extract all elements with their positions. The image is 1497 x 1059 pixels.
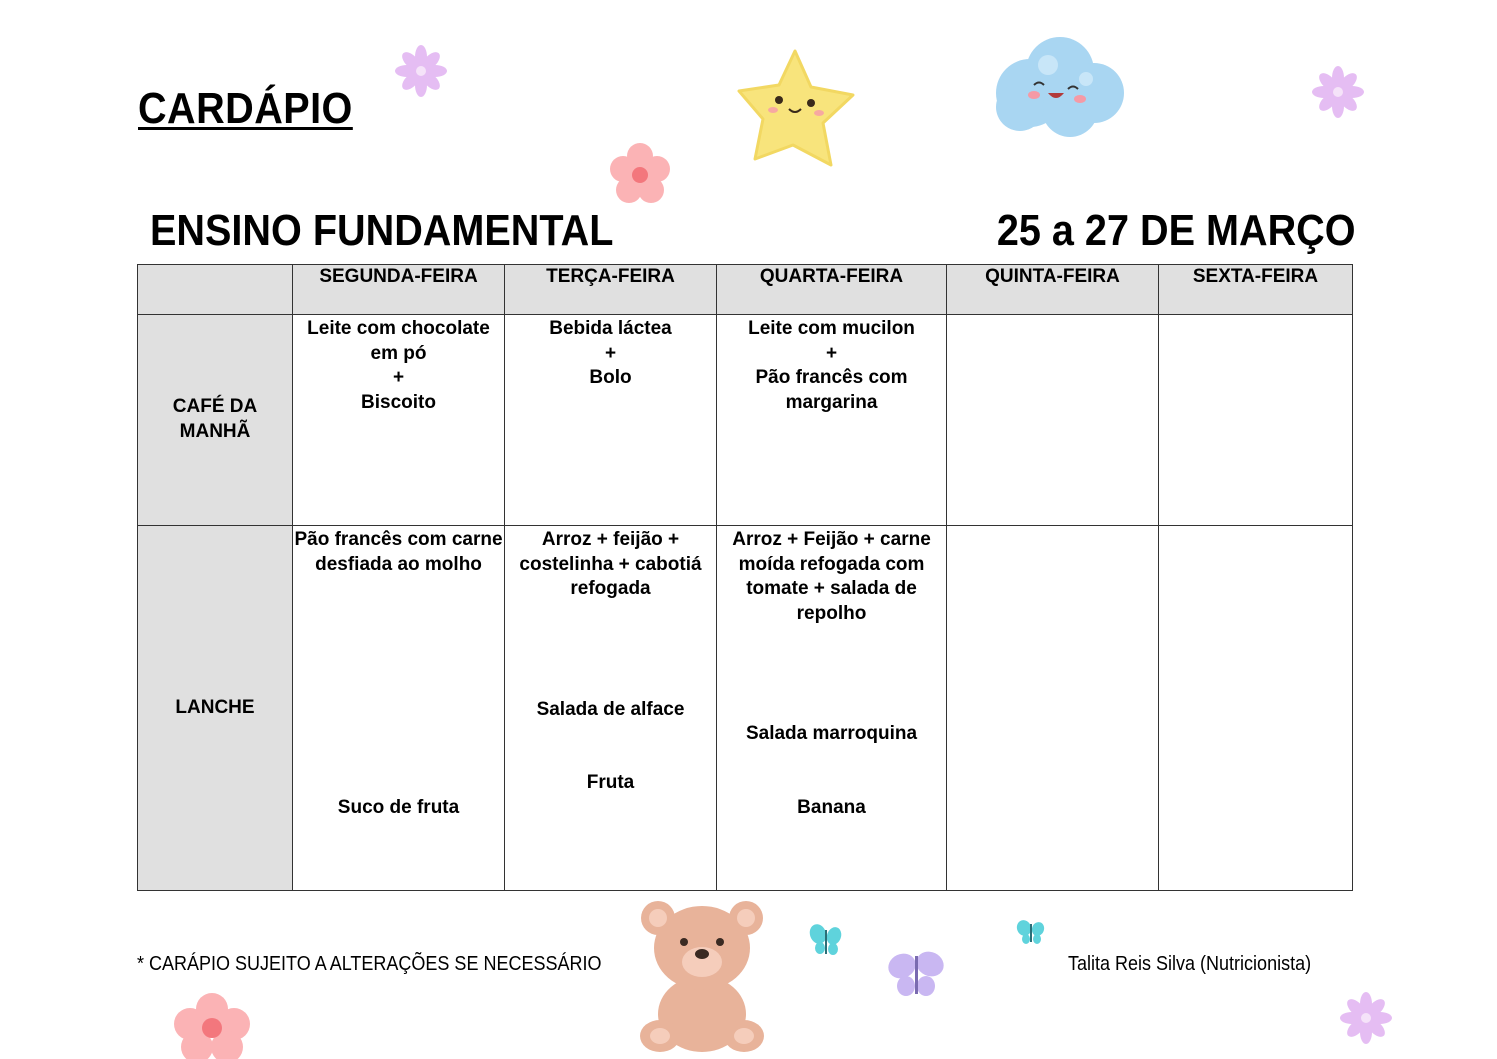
- school-level-heading: ENSINO FUNDAMENTAL: [150, 206, 614, 255]
- header-cell-tuesday: TERÇA-FEIRA: [505, 265, 717, 315]
- row-label-snack: LANCHE: [138, 526, 293, 891]
- header-cell-wednesday: QUARTA-FEIRA: [717, 265, 947, 315]
- menu-cell-monday-snack: [293, 526, 505, 891]
- dessert-item: Banana: [797, 797, 866, 818]
- menu-cell-wednesday-snack: [717, 526, 947, 891]
- menu-cell-thursday-snack: [947, 526, 1159, 891]
- dish-line: +: [604, 342, 617, 364]
- butterfly-icon: [886, 946, 946, 1002]
- dish-line: +: [392, 367, 405, 389]
- dish-line: Bebida láctea: [549, 318, 672, 339]
- dish-line: refogada: [570, 578, 651, 600]
- menu-table: [137, 264, 1353, 891]
- star-icon: [735, 45, 863, 173]
- flower-icon: [170, 992, 254, 1059]
- menu-cell-tuesday-breakfast: [505, 315, 717, 526]
- table-header-row: [138, 265, 1353, 315]
- dish-line: margarina: [785, 392, 878, 414]
- flower-icon: [608, 142, 672, 208]
- menu-cell-friday-breakfast: [1159, 315, 1353, 526]
- dessert-item: Fruta: [586, 772, 635, 793]
- row-label-line: MANHÃ: [179, 421, 251, 442]
- dish-line: em pó: [370, 342, 427, 364]
- menu-cell-friday-snack: [1159, 526, 1353, 891]
- dish-line: Pão francês com: [755, 367, 908, 389]
- disclaimer-note: * CARÁPIO SUJEITO A ALTERAÇÕES SE NECESSÁRIO: [137, 953, 602, 975]
- cloud-icon: [990, 35, 1130, 139]
- drink-item: Suco de fruta: [337, 797, 460, 818]
- date-range-heading: 25 a 27 DE MARÇO: [997, 206, 1356, 255]
- dish-line: tomate + salada de: [746, 578, 917, 600]
- dish-line: +: [825, 342, 838, 364]
- butterfly-icon: [808, 922, 844, 958]
- page-title: CARDÁPIO: [138, 84, 353, 133]
- menu-cell-tuesday-snack: [505, 526, 717, 891]
- row-label-line: CAFÉ DA: [172, 396, 258, 418]
- row-label-breakfast: [138, 315, 293, 526]
- flower-icon: [1340, 992, 1392, 1044]
- dish-line: Pão francês com carne: [294, 529, 503, 550]
- nutritionist-signature: Talita Reis Silva (Nutricionista): [1067, 953, 1311, 975]
- dish-line: desfiada ao molho: [315, 553, 482, 575]
- butterfly-icon: [1016, 918, 1046, 946]
- dish-line: Arroz + Feijão + carne: [732, 529, 931, 550]
- salad-item: Salada de alface: [536, 699, 685, 720]
- dish-line: Bolo: [589, 367, 632, 389]
- dish-line: Leite com chocolate: [307, 318, 490, 339]
- menu-cell-wednesday-breakfast: [717, 315, 947, 526]
- dish-line: costelinha + cabotiá: [519, 553, 702, 575]
- menu-cell-monday-breakfast: [293, 315, 505, 526]
- header-cell-empty: [138, 265, 293, 315]
- salad-item: Salada marroquina: [745, 723, 918, 744]
- table-row-breakfast: [138, 315, 1353, 526]
- table-row-snack: [138, 526, 1353, 891]
- dish-line: Leite com mucilon: [748, 318, 915, 339]
- dish-line: repolho: [796, 603, 867, 625]
- teddy-bear-icon: [636, 896, 768, 1054]
- header-cell-monday: SEGUNDA-FEIRA: [293, 265, 505, 315]
- dish-line: Biscoito: [361, 392, 436, 414]
- flower-icon: [395, 45, 447, 97]
- header-cell-thursday: QUINTA-FEIRA: [947, 265, 1159, 315]
- flower-icon: [1312, 66, 1364, 118]
- dish-line: Arroz + feijão +: [541, 529, 680, 550]
- dish-line: moída refogada com: [738, 553, 925, 575]
- menu-cell-thursday-breakfast: [947, 315, 1159, 526]
- header-cell-friday: SEXTA-FEIRA: [1159, 265, 1353, 315]
